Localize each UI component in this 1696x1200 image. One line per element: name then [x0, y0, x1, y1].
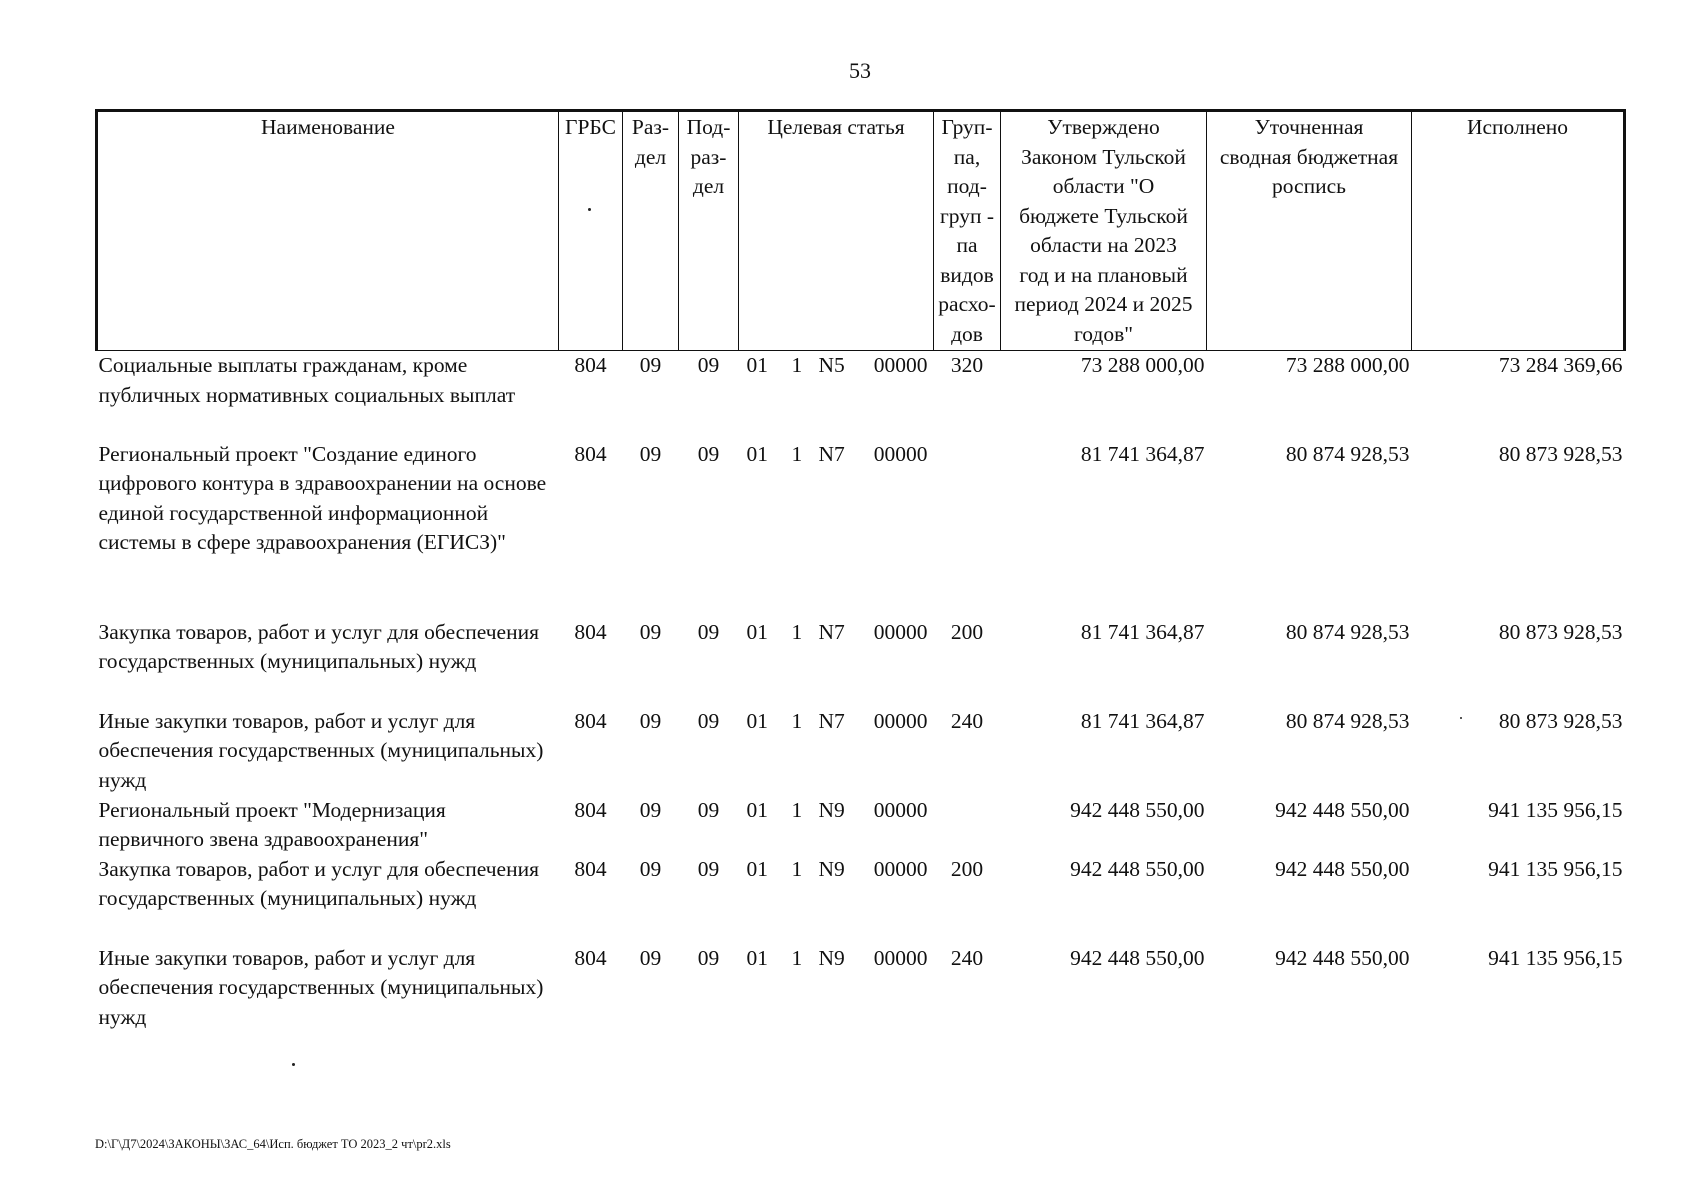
- row-refined: 942 448 550,00: [1275, 945, 1410, 970]
- row-podrazdel: 09: [697, 353, 720, 377]
- row-celevaya-statya: [739, 855, 934, 944]
- row-grbs: 804: [574, 441, 607, 466]
- row-celevaya-statya: [739, 944, 934, 1033]
- table-row: [97, 944, 1625, 1033]
- row-grbs: 804: [574, 797, 607, 822]
- row-name: Региональный проект "Создание единого цифрового контура в здравоохранении на основе единой государственной информационной системы в сфере здравоохранения (ЕГИСЗ)": [98, 441, 547, 554]
- budget-table: [95, 109, 1626, 1033]
- row-razdel: 09: [639, 797, 662, 822]
- header-grbs-label: ГРБС: [565, 115, 616, 139]
- table-row: [97, 707, 1625, 796]
- cs-project: N5: [818, 353, 845, 377]
- header-ispolneno: Исполнено: [1412, 111, 1625, 351]
- row-grbs: 804: [574, 353, 607, 377]
- table-row: [97, 351, 1625, 440]
- row-approved: 81 741 364,87: [1080, 619, 1205, 644]
- row-executed: 941 135 956,15: [1488, 797, 1623, 822]
- row-razdel: 09: [639, 441, 662, 466]
- row-razdel: 09: [639, 856, 662, 881]
- row-podrazdel: 09: [697, 441, 720, 466]
- table-row: [97, 796, 1625, 855]
- row-vid-raskhodov: 320: [950, 353, 984, 377]
- row-executed: [1412, 707, 1625, 796]
- cs-subprogram: 1: [791, 353, 803, 377]
- row-razdel: 09: [639, 353, 662, 377]
- row-grbs: 804: [574, 856, 607, 881]
- cs-direction: 00000: [873, 353, 928, 377]
- row-name: Закупка товаров, работ и услуг для обеспечения государственных (муниципальных) нужд: [98, 619, 539, 673]
- row-executed: 941 135 956,15: [1488, 856, 1623, 881]
- row-vid-raskhodov: [934, 440, 1001, 618]
- header-razdel: Раз- дел: [623, 111, 679, 351]
- row-refined: 80 874 928,53: [1285, 441, 1410, 466]
- header-name: Наименование: [97, 111, 559, 351]
- table-row: [97, 440, 1625, 618]
- cs-subprogram: 1: [791, 856, 803, 881]
- row-name: Закупка товаров, работ и услуг для обеспечения государственных (муниципальных) нужд: [98, 856, 539, 910]
- cs-direction: 00000: [873, 856, 928, 881]
- header-utochnennaya: Уточненная сводная бюджетная роспись: [1207, 111, 1412, 351]
- row-executed: 80 873 928,53: [1498, 619, 1623, 644]
- footer-file-path: D:\Г\Д7\2024\ЗАКОНЫ\ЗАС_64\Исп. бюджет ТО 2023_2 чт\pr2.xls: [95, 1137, 451, 1151]
- row-refined: 942 448 550,00: [1275, 856, 1410, 881]
- cs-subprogram: 1: [791, 441, 803, 466]
- cs-program: 01: [746, 441, 768, 466]
- cs-direction: 00000: [873, 441, 928, 466]
- row-celevaya-statya: [739, 351, 934, 440]
- cs-direction: 00000: [873, 708, 928, 733]
- cs-project: N7: [818, 441, 845, 466]
- cs-subprogram: 1: [791, 797, 803, 822]
- row-executed: 80 873 928,53: [1498, 441, 1623, 466]
- row-podrazdel: 09: [697, 619, 720, 644]
- row-grbs: 804: [574, 945, 607, 970]
- cs-subprogram: 1: [791, 619, 803, 644]
- row-approved: 73 288 000,00: [1080, 353, 1205, 377]
- row-podrazdel: 09: [697, 856, 720, 881]
- row-approved: 81 741 364,87: [1080, 441, 1205, 466]
- row-celevaya-statya: [739, 707, 934, 796]
- row-grbs: 804: [574, 708, 607, 733]
- cs-project: N9: [818, 797, 845, 822]
- cs-program: 01: [746, 856, 768, 881]
- row-executed: 73 284 369,66: [1498, 353, 1623, 377]
- row-grbs: 804: [574, 619, 607, 644]
- header-utverzhdeno: Утверждено Законом Тульской области "О бюджете Тульской области на 2023 год и на плановый период 2024 и 2025 годов": [1001, 111, 1207, 351]
- row-celevaya-statya: [739, 796, 934, 855]
- header-row: [97, 111, 1625, 351]
- row-vid-raskhodov: [934, 796, 1001, 855]
- row-refined: 80 874 928,53: [1285, 708, 1410, 733]
- row-refined: 80 874 928,53: [1285, 619, 1410, 644]
- cs-program: 01: [746, 353, 768, 377]
- cs-program: 01: [746, 619, 768, 644]
- row-vid-raskhodov: 240: [950, 708, 984, 733]
- row-name: Социальные выплаты гражданам, кроме публичных нормативных социальных выплат: [98, 353, 516, 407]
- cs-subprogram: 1: [791, 945, 803, 970]
- row-podrazdel: 09: [697, 945, 720, 970]
- row-podrazdel: 09: [697, 797, 720, 822]
- row-executed-value: 80 873 928,53: [1498, 708, 1623, 733]
- cs-program: 01: [746, 945, 768, 970]
- row-vid-raskhodov: 240: [950, 945, 984, 970]
- row-vid-raskhodov: 200: [950, 856, 984, 881]
- cs-direction: 00000: [873, 945, 928, 970]
- cs-project: N7: [818, 708, 845, 733]
- row-podrazdel: 09: [697, 708, 720, 733]
- header-gruppa-vidov-raskhodov: Груп- па, под- груп - па видов расхо- дов: [934, 111, 1001, 351]
- row-razdel: 09: [639, 619, 662, 644]
- row-refined: 942 448 550,00: [1275, 797, 1410, 822]
- row-approved: 942 448 550,00: [1070, 797, 1205, 822]
- table-row: [97, 855, 1625, 944]
- cs-program: 01: [746, 708, 768, 733]
- cs-subprogram: 1: [791, 708, 803, 733]
- row-name: Региональный проект "Модернизация первичного звена здравоохранения": [98, 797, 446, 851]
- row-name: Иные закупки товаров, работ и услуг для обеспечения государственных (муниципальных) нужд: [98, 945, 544, 1029]
- stray-mark: [292, 1063, 295, 1066]
- row-executed: 941 135 956,15: [1488, 945, 1623, 970]
- cs-project: N9: [818, 945, 845, 970]
- row-razdel: 09: [639, 945, 662, 970]
- row-name: Иные закупки товаров, работ и услуг для обеспечения государственных (муниципальных) нужд: [98, 708, 544, 792]
- row-approved: 942 448 550,00: [1070, 945, 1205, 970]
- header-podrazdel: Под- раз- дел: [679, 111, 739, 351]
- header-grbs: [559, 111, 623, 351]
- page-number: 53: [849, 58, 871, 83]
- cs-project: N7: [818, 619, 845, 644]
- cs-project: N9: [818, 856, 845, 881]
- header-celevaya-statya: Целевая статья: [739, 111, 934, 351]
- row-razdel: 09: [639, 708, 662, 733]
- row-approved: 81 741 364,87: [1080, 708, 1205, 733]
- row-approved: 942 448 550,00: [1070, 856, 1205, 881]
- row-celevaya-statya: [739, 440, 934, 618]
- cs-program: 01: [746, 797, 768, 822]
- row-refined: 73 288 000,00: [1285, 353, 1410, 377]
- row-celevaya-statya: [739, 618, 934, 707]
- cs-direction: 00000: [873, 797, 928, 822]
- row-vid-raskhodov: 200: [950, 619, 984, 644]
- cs-direction: 00000: [873, 619, 928, 644]
- table-row: [97, 618, 1625, 707]
